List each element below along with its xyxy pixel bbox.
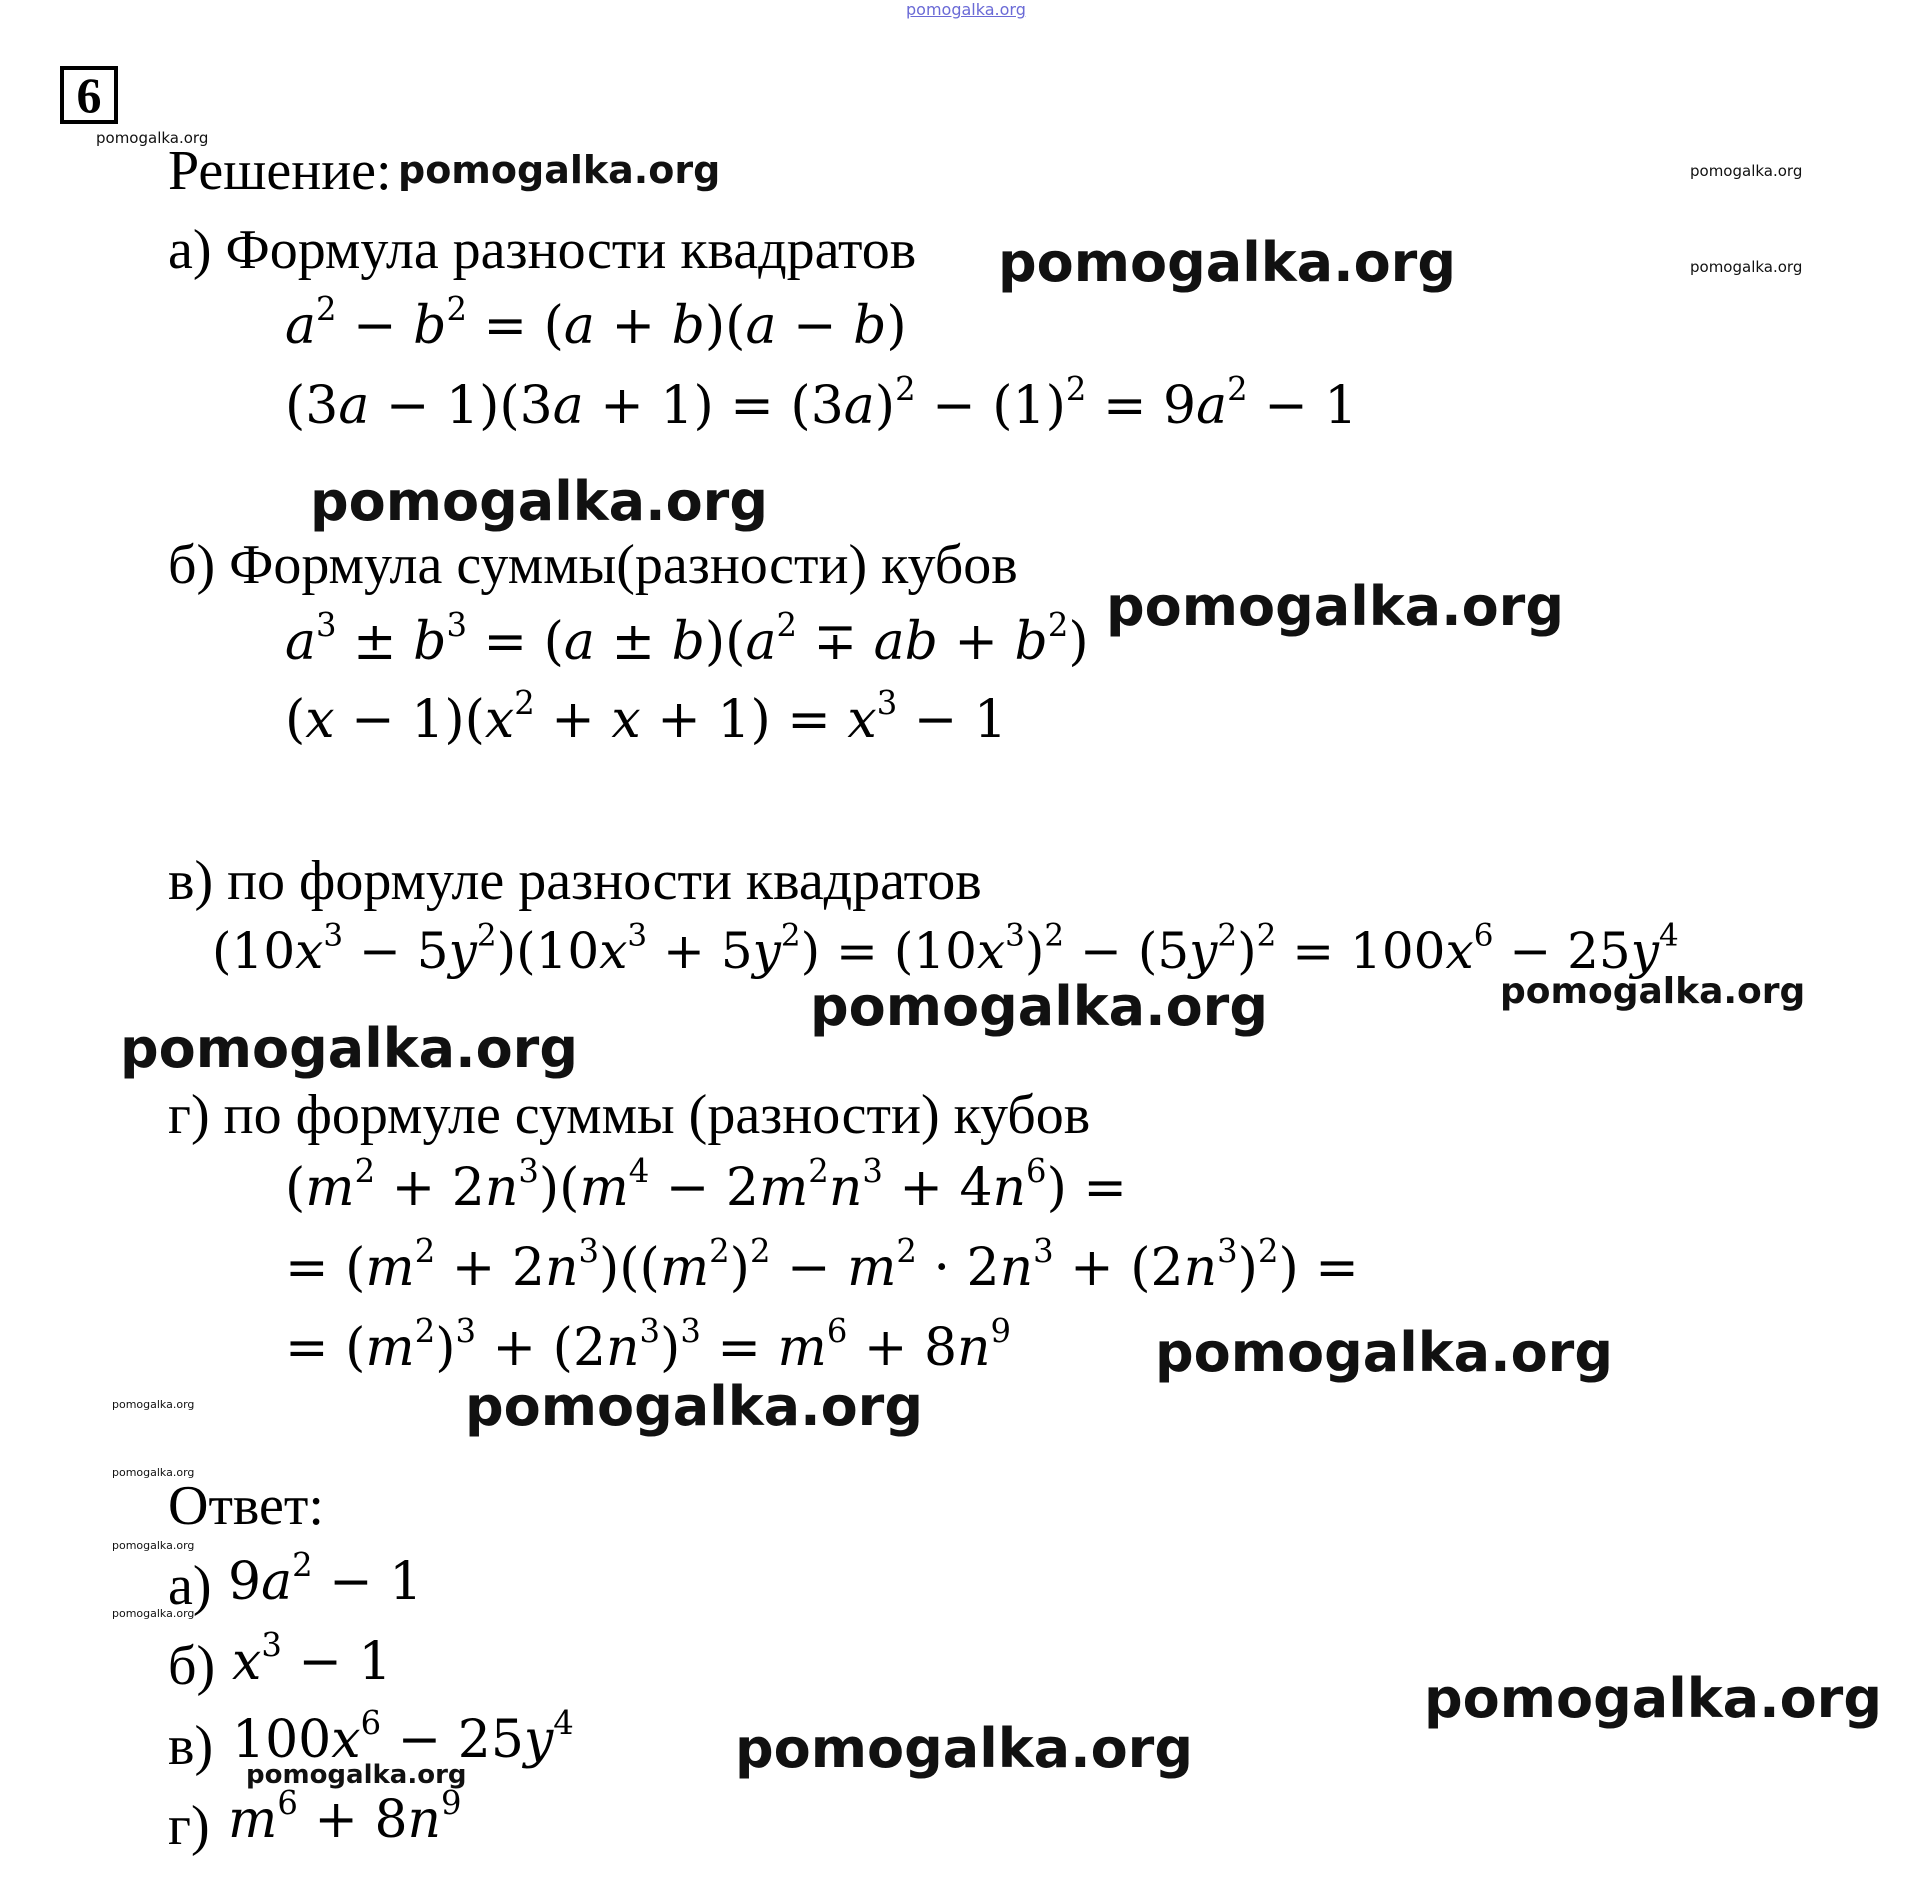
- answer-a-label: а): [168, 1555, 212, 1617]
- answer-c-value: $100x^6 - 25y^4$: [232, 1703, 574, 1770]
- section-d-work-line-3: = $(m^2)^3 + (2n^3)^3 = m^6 + 8n^9$: [285, 1311, 1012, 1378]
- watermark: pomogalka.org: [998, 231, 1456, 294]
- section-a-title: а) Формула разности квадратов: [168, 219, 917, 281]
- section-b-title: б) Формула суммы(разности) кубов: [168, 534, 1018, 596]
- watermark: pomogalka.org: [112, 1398, 195, 1411]
- section-c-work: $(10x^3 - 5y^2)(10x^3 + 5y^2) = (10x^3)^2 - (5y^2)^2 = 100x^6 - 25y^4$: [212, 917, 1679, 980]
- section-b-formula: $a^3 \pm b^3 = (a \pm b)(a^2$ ∓ ab + $b^2$): [285, 605, 1089, 672]
- watermark: pomogalka.org: [465, 1375, 923, 1438]
- watermark: pomogalka.org: [112, 1607, 195, 1620]
- task-number-box: 6: [60, 66, 118, 124]
- solution-heading: Решение:: [168, 140, 392, 202]
- watermark: pomogalka.org: [1690, 162, 1803, 180]
- answer-b-value: $x^3 - 1$: [232, 1625, 392, 1692]
- watermark: pomogalka.org: [112, 1539, 195, 1552]
- section-c-title: в) по формуле разности квадратов: [168, 850, 982, 912]
- answer-d-value: $m^6 + 8n^9$: [228, 1783, 462, 1850]
- watermark: pomogalka.org: [735, 1717, 1193, 1780]
- answer-heading: Ответ:: [168, 1475, 324, 1537]
- watermark: pomogalka.org: [246, 1760, 467, 1790]
- watermark: pomogalka.org: [310, 470, 768, 533]
- watermark: pomogalka.org: [120, 1017, 578, 1080]
- answer-b-label: б): [168, 1635, 216, 1697]
- section-d-work-line-1: $(m^2 + 2n^3)(m^4 - 2m^2n^3 + 4n^6)$ =: [285, 1151, 1127, 1218]
- watermark: pomogalka.org: [112, 1466, 195, 1479]
- watermark: pomogalka.org: [1155, 1321, 1613, 1384]
- answer-a-value: $9a^2 - 1$: [228, 1545, 423, 1612]
- section-d-work-line-2: = $(m^2 + 2n^3)((m^2)^2 - m^2 \cdot 2n^3 + (2n^3)^2)$ =: [285, 1231, 1359, 1298]
- watermark: pomogalka.org: [1424, 1667, 1882, 1730]
- watermark: pomogalka.org: [96, 129, 209, 147]
- section-a-formula: $a^2 - b^2 = (a + b)(a - b)$: [285, 289, 907, 356]
- section-b-work: $(x - 1)(x^2 + x + 1) = x^3 - 1$: [285, 683, 1007, 750]
- watermark: pomogalka.org: [398, 148, 721, 192]
- section-d-title: г) по формуле суммы (разности) кубов: [168, 1084, 1091, 1146]
- answer-c-label: в): [168, 1715, 214, 1777]
- watermark: pomogalka.org: [1500, 971, 1806, 1012]
- answer-d-label: г): [168, 1795, 210, 1857]
- watermark: pomogalka.org: [810, 975, 1268, 1038]
- section-a-work: $(3a - 1)(3a + 1) = (3a)^2 - (1)^2 = 9a^2 - 1$: [285, 369, 1358, 436]
- watermark: pomogalka.org: [1106, 575, 1564, 638]
- watermark-top: pomogalka.org: [906, 0, 1026, 19]
- watermark: pomogalka.org: [1690, 258, 1803, 276]
